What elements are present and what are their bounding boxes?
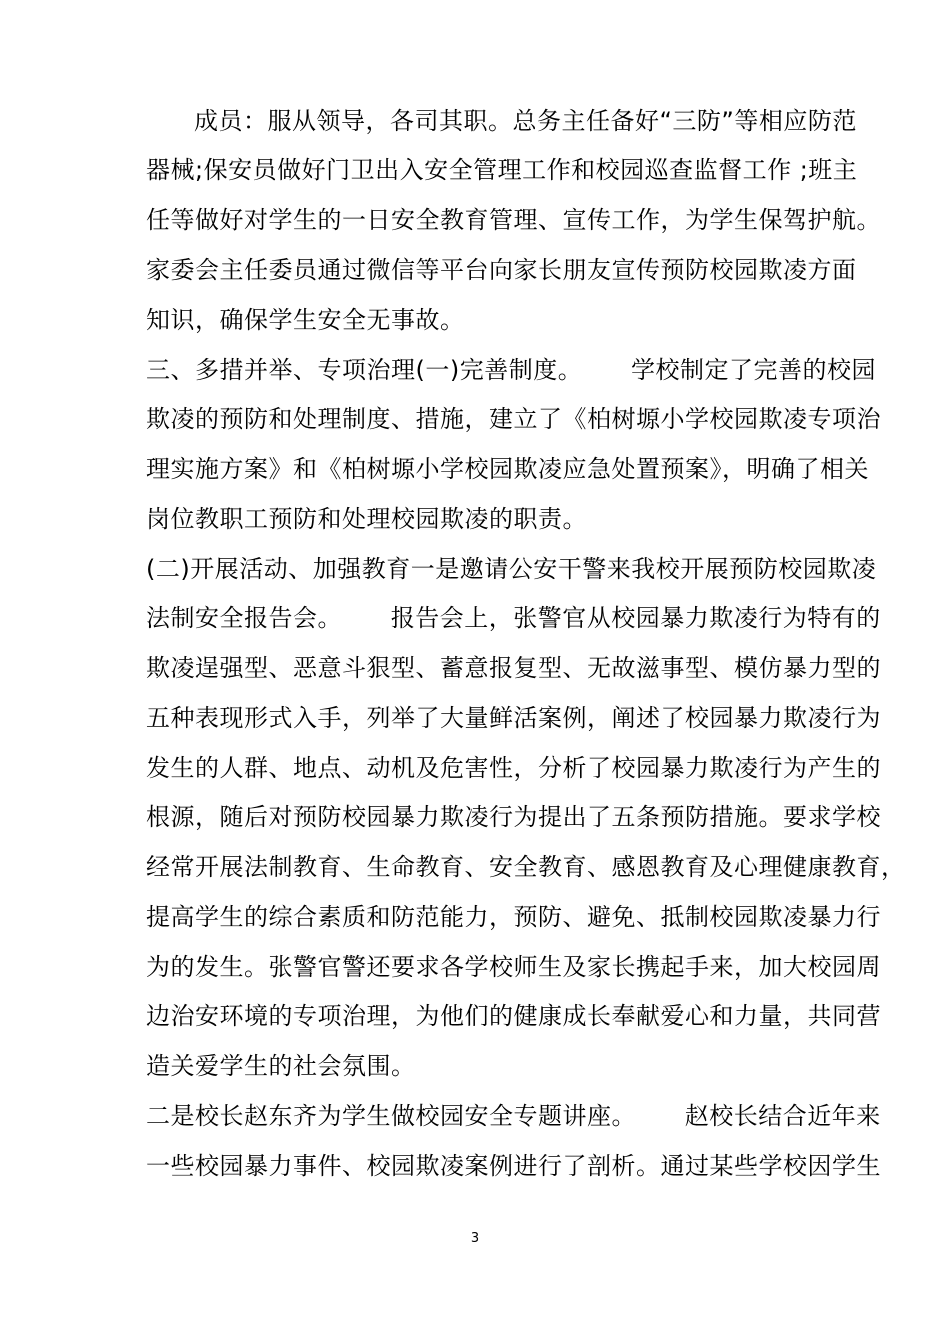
section-heading-line: (二)开展活动、加强教育一是邀请公安干警来我校开展预防校园欺凌: [146, 555, 877, 583]
text-line: 欺凌逞强型、恶意斗狠型、蓄意报复型、无故滋事型、模仿暴力型的: [146, 654, 881, 682]
text-line: 造关爱学生的社会氛围。: [146, 1052, 416, 1080]
text-line: 为的发生。张警官警还要求各学校师生及家长携起手来，加大校园周: [146, 953, 881, 981]
text-line: 发生的人群、地点、动机及危害性，分析了校园暴力欺凌行为产生的: [146, 754, 881, 782]
text-line: 根源，随后对预防校园暴力欺凌行为提出了五条预防措施。要求学校: [146, 803, 881, 831]
text-line: 经常开展法制教育、生命教育、安全教育、感恩教育及心理健康教育，: [146, 853, 906, 881]
text-line: 知识，确保学生安全无事故。: [146, 306, 465, 334]
text-line: 家委会主任委员通过微信等平台向家长朋友宣传预防校园欺凌方面: [146, 256, 857, 284]
text-line: 法制安全报告会。 报告会上，张警官从校园暴力欺凌行为特有的: [146, 604, 881, 632]
text-line: 边治安环境的专项治理，为他们的健康成长奉献爱心和力量，共同营: [146, 1002, 881, 1030]
text-line: 提高学生的综合素质和防范能力，预防、避免、抵制校园欺凌暴力行: [146, 903, 881, 931]
page-number: 3: [470, 1231, 480, 1246]
text-line: 成员：服从领导，各司其职。总务主任备好“三防”等相应防范: [194, 107, 857, 135]
text-line: 欺凌的预防和处理制度、措施，建立了《柏树塬小学校园欺凌专项治: [146, 405, 881, 433]
section-heading-line: 三、多措并举、专项治理(一)完善制度。 学校制定了完善的校园: [146, 356, 876, 384]
text-line: 二是校长赵东齐为学生做校园安全专题讲座。 赵校长结合近年来: [146, 1102, 881, 1130]
text-line: 岗位教职工预防和处理校园欺凌的职责。: [146, 505, 587, 533]
text-line: 器械;保安员做好门卫出入安全管理工作和校园巡查监督工作 ;班主: [146, 156, 858, 184]
text-line: 理实施方案》和《柏树塬小学校园欺凌应急处置预案》，明确了相关: [146, 455, 869, 483]
text-line: 五种表现形式入手，列举了大量鲜活案例，阐述了校园暴力欺凌行为: [146, 704, 881, 732]
text-line: 一些校园暴力事件、校园欺凌案例进行了剖析。通过某些学校因学生: [146, 1152, 881, 1180]
text-line: 任等做好对学生的一日安全教育管理、宣传工作，为学生保驾护航。: [146, 206, 881, 234]
